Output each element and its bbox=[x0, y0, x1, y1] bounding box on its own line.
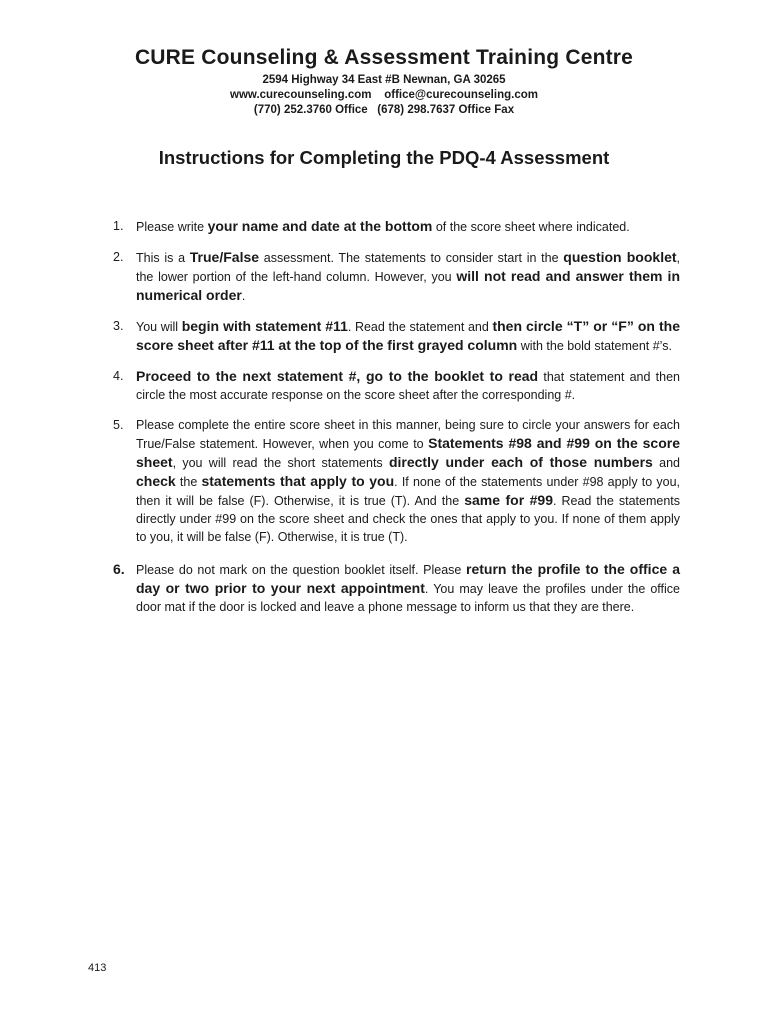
instruction-text: and bbox=[652, 456, 680, 470]
instruction-number: 1. bbox=[113, 219, 124, 233]
instruction-item bbox=[108, 367, 680, 404]
instruction-emphasis: your name and date at the bottom bbox=[207, 218, 433, 234]
instruction-emphasis: Proceed to the next statement #, go to the booklet to read bbox=[136, 368, 539, 384]
organization-phones: (770) 252.3760 Office (678) 298.7637 Office Fax bbox=[253, 104, 515, 116]
instruction-emphasis: same for #99 bbox=[464, 492, 553, 508]
page-number: 413 bbox=[88, 962, 107, 974]
instruction-item bbox=[108, 416, 680, 546]
instruction-item bbox=[108, 248, 680, 305]
instruction-emphasis: check bbox=[136, 473, 176, 489]
instruction-number: 5. bbox=[113, 418, 124, 432]
instruction-text: that statement and then circle the most accurate response on the score sheet after the corresponding #. bbox=[136, 370, 680, 402]
instruction-emphasis: question booklet bbox=[563, 249, 677, 265]
instruction-text: , the lower portion of the left-hand column. However, you bbox=[136, 251, 681, 284]
instruction-text: Please complete the entire score sheet in this manner, being sure to circle your answers for each True/False statement. However, when you come to bbox=[136, 418, 680, 451]
instruction-text: . If none of the statements under #98 apply to you, then it will be false (F). Otherwise, it is true (T). And the bbox=[136, 475, 680, 508]
organization-address: 2594 Highway 34 East #B Newnan, GA 30265 bbox=[262, 74, 506, 86]
organization-contact bbox=[0, 73, 768, 118]
document-title: Instructions for Completing the PDQ-4 Assessment bbox=[158, 147, 610, 168]
instruction-text: of the score sheet where indicated. bbox=[432, 220, 630, 234]
instruction-text: assessment. The statements to consider start in the bbox=[259, 251, 564, 265]
instruction-number: 6. bbox=[113, 561, 125, 577]
instruction-emphasis: begin with statement #11 bbox=[181, 318, 348, 334]
instruction-number: 4. bbox=[113, 369, 124, 383]
instruction-emphasis: will not read and answer them in numerical order bbox=[136, 268, 681, 303]
instruction-text: with the bold statement #’s. bbox=[517, 339, 672, 353]
instruction-text: Please write bbox=[136, 220, 208, 234]
instruction-text: You will bbox=[136, 320, 182, 334]
instruction-number: 3. bbox=[113, 319, 124, 333]
instruction-item bbox=[108, 317, 680, 355]
instruction-emphasis: then circle “T” or “F” on the score sheet after #11 at the top of the first grayed column bbox=[136, 318, 680, 353]
instruction-text: . You may leave the profiles under the office door mat if the door is locked and leave a phone message to inform us that they are there. bbox=[136, 582, 680, 614]
instruction-emphasis: statements that apply to you bbox=[201, 473, 395, 489]
instruction-emphasis: directly under each of those numbers bbox=[388, 454, 653, 470]
instruction-text: . Read the statement and bbox=[347, 320, 493, 334]
instructions-list bbox=[108, 205, 680, 616]
instruction-item bbox=[108, 560, 680, 616]
instruction-text: This is a bbox=[136, 251, 190, 265]
instruction-text: the bbox=[175, 475, 202, 489]
instruction-text: . bbox=[241, 289, 246, 303]
organization-web-email: www.curecounseling.com office@curecounseling.com bbox=[230, 89, 538, 101]
instruction-item bbox=[108, 217, 680, 236]
instruction-emphasis: return the profile to the office a day or two prior to your next appointment bbox=[136, 561, 681, 596]
instruction-emphasis: True/False bbox=[189, 249, 260, 265]
instruction-emphasis: Statements #98 and #99 on the score sheet bbox=[136, 435, 680, 470]
instruction-text: Please do not mark on the question booklet itself. Please bbox=[136, 563, 467, 577]
instruction-text: , you will read the short statements bbox=[172, 456, 389, 470]
instruction-text: . Read the statements directly under #99 on the score sheet and check the ones that apply to you. If none of them apply to you, it will be false (F). Otherwise, it is true (T). bbox=[136, 494, 680, 544]
instruction-number: 2. bbox=[113, 250, 124, 264]
organization-name: CURE Counseling & Assessment Training Centre bbox=[134, 46, 634, 69]
